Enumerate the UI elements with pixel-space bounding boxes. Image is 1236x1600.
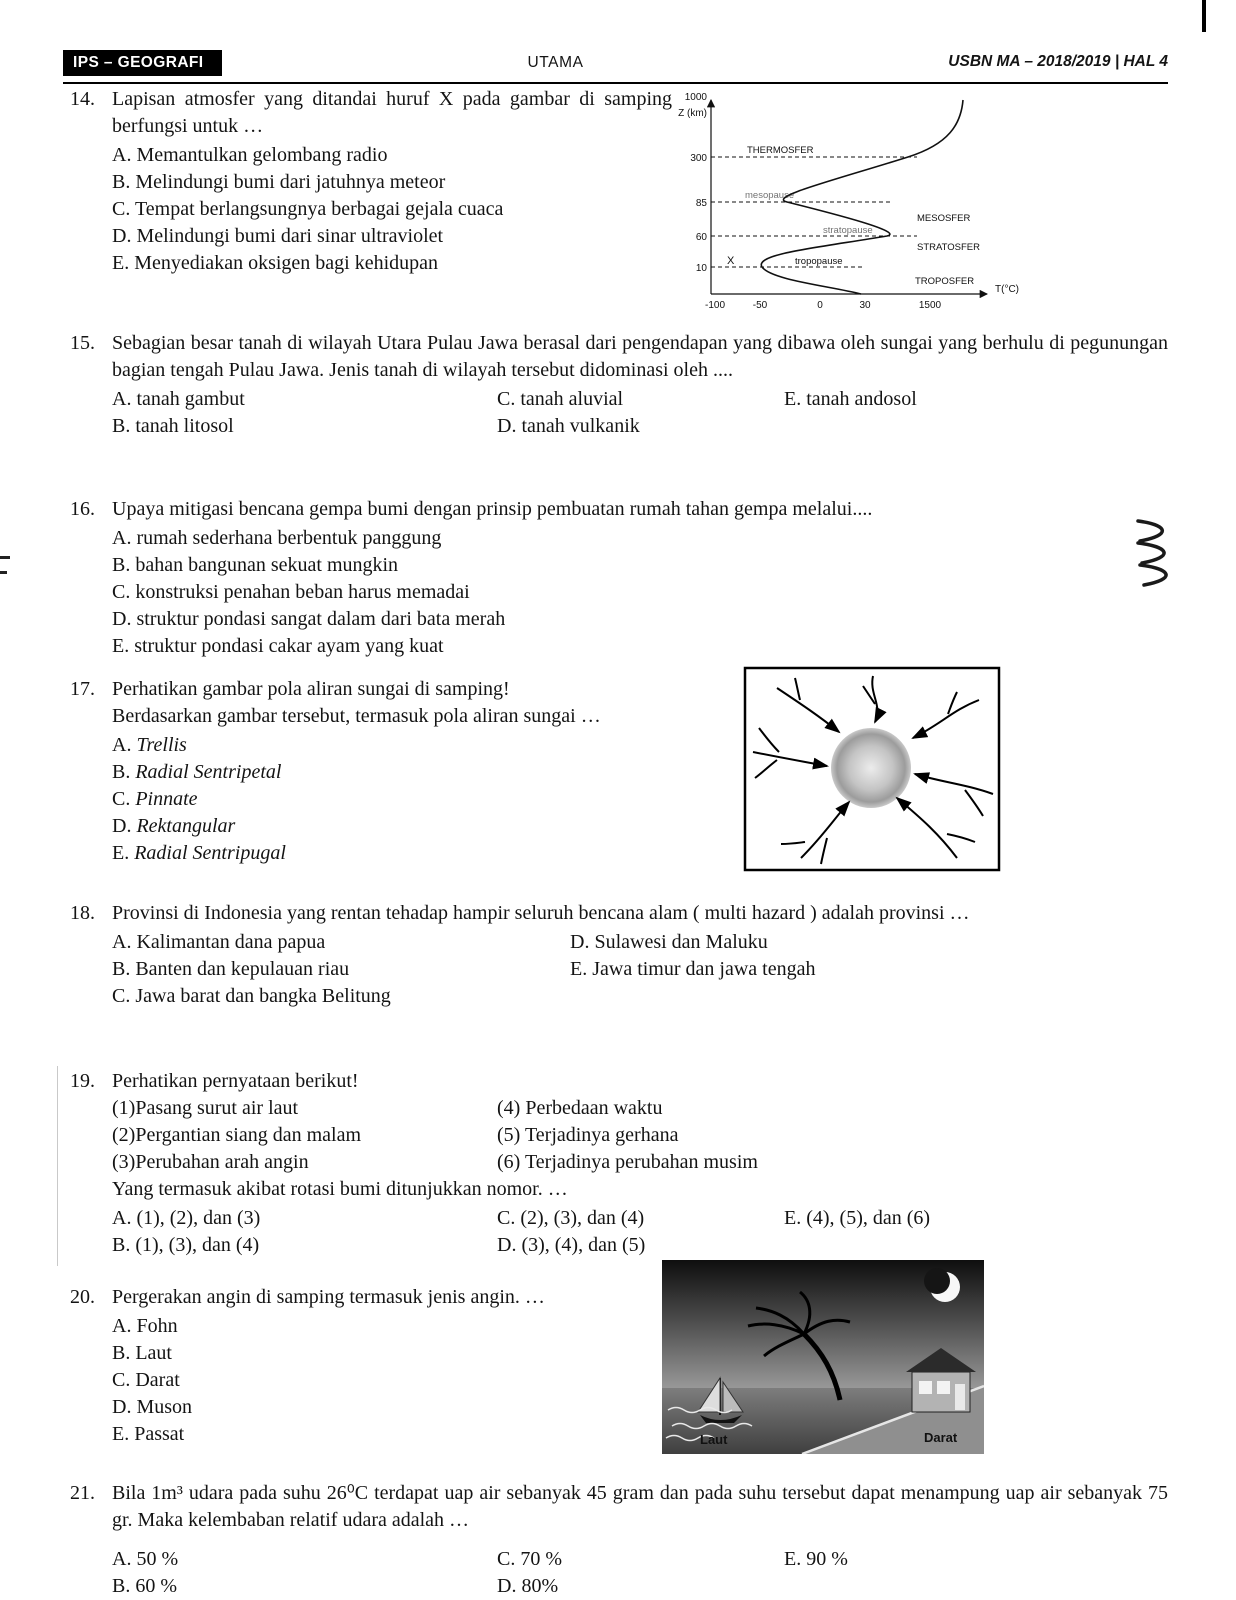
option-b: B. Laut — [112, 1342, 172, 1364]
option-e: E. 90 % — [784, 1548, 848, 1570]
option-c — [112, 786, 732, 813]
option-d: D. struktur pondasi sangat dalam dari bata merah — [112, 608, 506, 630]
x-tick-n100: -100 — [704, 300, 726, 309]
option-d: D. Sulawesi dan Maluku — [570, 931, 768, 953]
option-b: B. (1), (3), dan (4) — [112, 1234, 260, 1256]
question-17 — [70, 676, 1168, 867]
question-number: 14. — [70, 88, 95, 110]
option-e: E. Menyediakan oksigen bagi kehidupan — [112, 252, 439, 274]
layer-troposfer: TROPOSFER — [915, 276, 975, 287]
statement-4: (4) Perbedaan waktu — [497, 1097, 663, 1119]
option-c: C. Darat — [112, 1369, 180, 1391]
option-d: D. 80% — [497, 1575, 559, 1597]
statement-6: (6) Terjadinya perubahan musim — [497, 1151, 758, 1173]
boundary-label-tropopause: tropopause — [795, 256, 843, 267]
exam-type-label: UTAMA — [527, 54, 584, 71]
question-16 — [70, 496, 1168, 660]
option-c: C. tanah aluvial — [497, 388, 624, 410]
statement-5: (5) Terjadinya gerhana — [497, 1124, 679, 1146]
option-c: C. 70 % — [497, 1548, 562, 1570]
statement-1: (1)Pasang surut air laut — [112, 1097, 299, 1119]
layer-thermosfer: THERMOSFER — [747, 145, 814, 156]
x-axis-label: T(°C) — [995, 284, 1019, 295]
statement-2: (2)Pergantian siang dan malam — [112, 1124, 362, 1146]
subject-tag: IPS – GEOGRAFI — [63, 50, 222, 76]
question-number: 18. — [70, 902, 95, 924]
label-darat: Darat — [924, 1430, 958, 1445]
option-e: E. tanah andosol — [784, 388, 917, 410]
option-a: A. Kalimantan dana papua — [112, 931, 326, 953]
layer-stratosfer: STRATOSFER — [917, 242, 980, 253]
option-e — [112, 840, 732, 867]
option-a: A. (1), (2), dan (3) — [112, 1207, 261, 1229]
y-tick-85: 85 — [695, 198, 707, 209]
layer-mesosfer: MESOSFER — [917, 213, 971, 224]
option-letter: C. — [112, 788, 131, 810]
question-18 — [70, 900, 1168, 1010]
question-number: 20. — [70, 1286, 95, 1308]
question-number: 17. — [70, 678, 95, 700]
option-text: Rektangular — [136, 815, 236, 837]
option-text: Pinnate — [135, 788, 198, 810]
option-b: B. Banten dan kepulauan riau — [112, 958, 350, 980]
atmosphere-layers-diagram — [665, 84, 1032, 315]
option-d: D. Melindungi bumi dari sinar ultraviolet — [112, 225, 444, 247]
y-tick-300: 300 — [690, 153, 707, 164]
option-c: C. (2), (3), dan (4) — [497, 1207, 645, 1229]
scan-artifact-line — [57, 1066, 58, 1266]
question-number: 21. — [70, 1482, 95, 1504]
question-text: Sebagian besar tanah di wilayah Utara Pulau Jawa berasal dari pengendapan yang dibawa oleh sungai yang berhulu di pegunungan bagian tengah Pulau Jawa. Jenis tanah di wilayah tersebut didominasi oleh .... — [112, 332, 1168, 381]
option-letter: D. — [112, 815, 132, 837]
y-tick-60: 60 — [695, 232, 707, 243]
label-laut: Laut — [700, 1432, 728, 1447]
x-marker: X — [727, 255, 735, 267]
option-a: A. Memantulkan gelombang radio — [112, 144, 388, 166]
scan-artifact-mark — [1202, 0, 1206, 32]
option-c: C. Jawa barat dan bangka Belitung — [112, 985, 391, 1007]
option-b: B. 60 % — [112, 1575, 177, 1597]
land-breeze-illustration — [662, 1260, 984, 1460]
option-d: D. Muson — [112, 1396, 193, 1418]
option-a: A. 50 % — [112, 1548, 179, 1570]
boundary-label-mesopause: mesopause — [745, 190, 795, 201]
y-tick-10: 10 — [695, 263, 707, 274]
question-text: Provinsi di Indonesia yang rentan tehadap hampir seluruh bencana alam ( multi hazard ) adalah provinsi … — [112, 902, 970, 924]
question-text: Upaya mitigasi bencana gempa bumi dengan prinsip pembuatan rumah tahan gempa melalui.... — [112, 498, 873, 520]
handwritten-mark — [1128, 515, 1190, 601]
boundary-label-stratopause: stratopause — [823, 225, 873, 236]
y-top-tick: 1000 — [684, 92, 707, 103]
question-number: 16. — [70, 498, 95, 520]
option-letter: A. — [112, 734, 132, 756]
option-text: Trellis — [136, 734, 187, 756]
question-text: Yang termasuk akibat rotasi bumi ditunjukkan nomor. … — [112, 1178, 568, 1200]
question-number: 19. — [70, 1070, 95, 1092]
drainage-pattern-diagram — [742, 666, 1002, 878]
question-text-line1: Perhatikan gambar pola aliran sungai di samping! — [112, 678, 510, 700]
option-b: B. tanah litosol — [112, 415, 234, 437]
option-b: B. Melindungi bumi dari jatuhnya meteor — [112, 171, 446, 193]
exam-code-label: USBN MA – 2018/2019 | HAL 4 — [948, 53, 1168, 70]
option-e: E. (4), (5), dan (6) — [784, 1207, 931, 1229]
scan-artifact-dash — [0, 571, 7, 574]
option-a: A. tanah gambut — [112, 388, 245, 410]
central-basin — [831, 728, 911, 808]
option-letter: B. — [112, 761, 131, 783]
option-d: D. tanah vulkanik — [497, 415, 640, 437]
question-text-line2: Berdasarkan gambar tersebut, termasuk pola aliran sungai … — [112, 705, 601, 727]
option-e: E. struktur pondasi cakar ayam yang kuat — [112, 635, 444, 657]
option-c: C. konstruksi penahan beban harus memadai — [112, 581, 470, 603]
page-header — [63, 50, 1168, 78]
question-20 — [70, 1284, 1168, 1448]
option-b: B. bahan bangunan sekuat mungkin — [112, 554, 399, 576]
x-tick-n50: -50 — [752, 300, 768, 309]
option-text: Radial Sentripugal — [134, 842, 286, 864]
option-b — [112, 759, 732, 786]
y-axis-label: Z (km) — [678, 108, 707, 119]
question-text: Bila 1m³ udara pada suhu 26⁰C terdapat uap air sebanyak 45 gram dan pada suhu tersebut dapat menampung uap air sebanyak 75 gr. Maka kelembaban relatif udara adalah … — [112, 1482, 1168, 1531]
statement-3: (3)Perubahan arah angin — [112, 1151, 309, 1173]
option-e: E. Jawa timur dan jawa tengah — [570, 958, 816, 980]
option-c: C. Tempat berlangsungnya berbagai gejala cuaca — [112, 198, 504, 220]
x-tick-0: 0 — [817, 300, 823, 309]
option-d — [112, 813, 732, 840]
option-a: A. rumah sederhana berbentuk panggung — [112, 527, 442, 549]
x-tick-1500: 1500 — [918, 300, 942, 309]
question-19 — [70, 1068, 1168, 1259]
option-text: Radial Sentripetal — [135, 761, 282, 783]
question-text: Lapisan atmosfer yang ditandai huruf X pada gambar di samping berfungsi untuk … — [112, 88, 672, 137]
question-15 — [70, 330, 1168, 440]
question-intro: Perhatikan pernyataan berikut! — [112, 1070, 359, 1092]
option-a: A. Fohn — [112, 1315, 178, 1337]
scan-artifact-dash — [0, 556, 10, 559]
option-letter: E. — [112, 842, 130, 864]
question-text: Pergerakan angin di samping termasuk jenis angin. … — [112, 1286, 545, 1308]
question-21 — [70, 1480, 1168, 1600]
option-d: D. (3), (4), dan (5) — [497, 1234, 646, 1256]
question-number: 15. — [70, 332, 95, 354]
option-e: E. Passat — [112, 1423, 185, 1445]
x-tick-30: 30 — [859, 300, 871, 309]
option-a — [112, 732, 732, 759]
